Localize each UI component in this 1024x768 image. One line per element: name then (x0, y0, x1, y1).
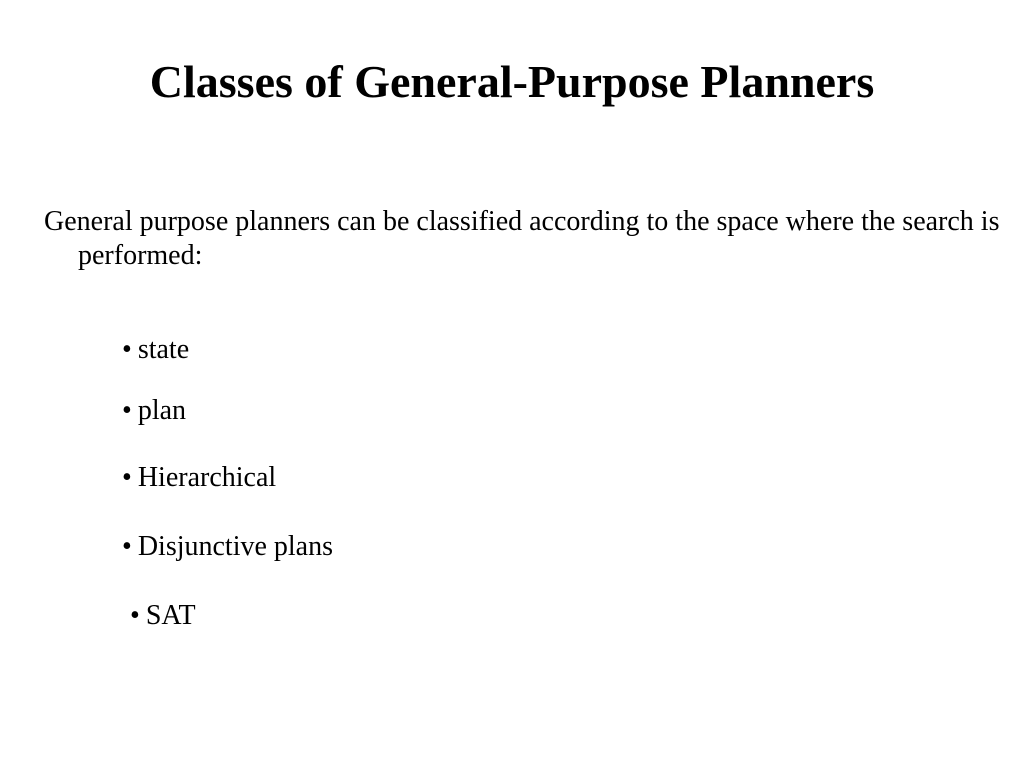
slide-title: Classes of General-Purpose Planners (149, 56, 875, 107)
bullet-dot: • (122, 334, 132, 365)
bullet-text: Disjunctive plans (137, 531, 334, 562)
bullet-dot: • (130, 600, 140, 631)
bullet-text: Hierarchical (137, 462, 277, 493)
bullet-dot: • (122, 395, 132, 426)
bullet-text: SAT (145, 600, 196, 631)
bullet-dot: • (122, 531, 132, 562)
bullet-item-hierarchical (122, 461, 276, 495)
bullet-item-state (122, 333, 189, 367)
bullet-item-sat (130, 599, 196, 633)
intro-paragraph: General purpose planners can be classified according to the space where the search is performed: (44, 206, 1000, 271)
bullet-item-disjunctive-plans (122, 530, 333, 564)
bullet-text: plan (137, 395, 187, 426)
bullet-dot: • (122, 462, 132, 493)
bullet-text: state (137, 334, 190, 365)
bullet-item-plan (122, 394, 186, 428)
